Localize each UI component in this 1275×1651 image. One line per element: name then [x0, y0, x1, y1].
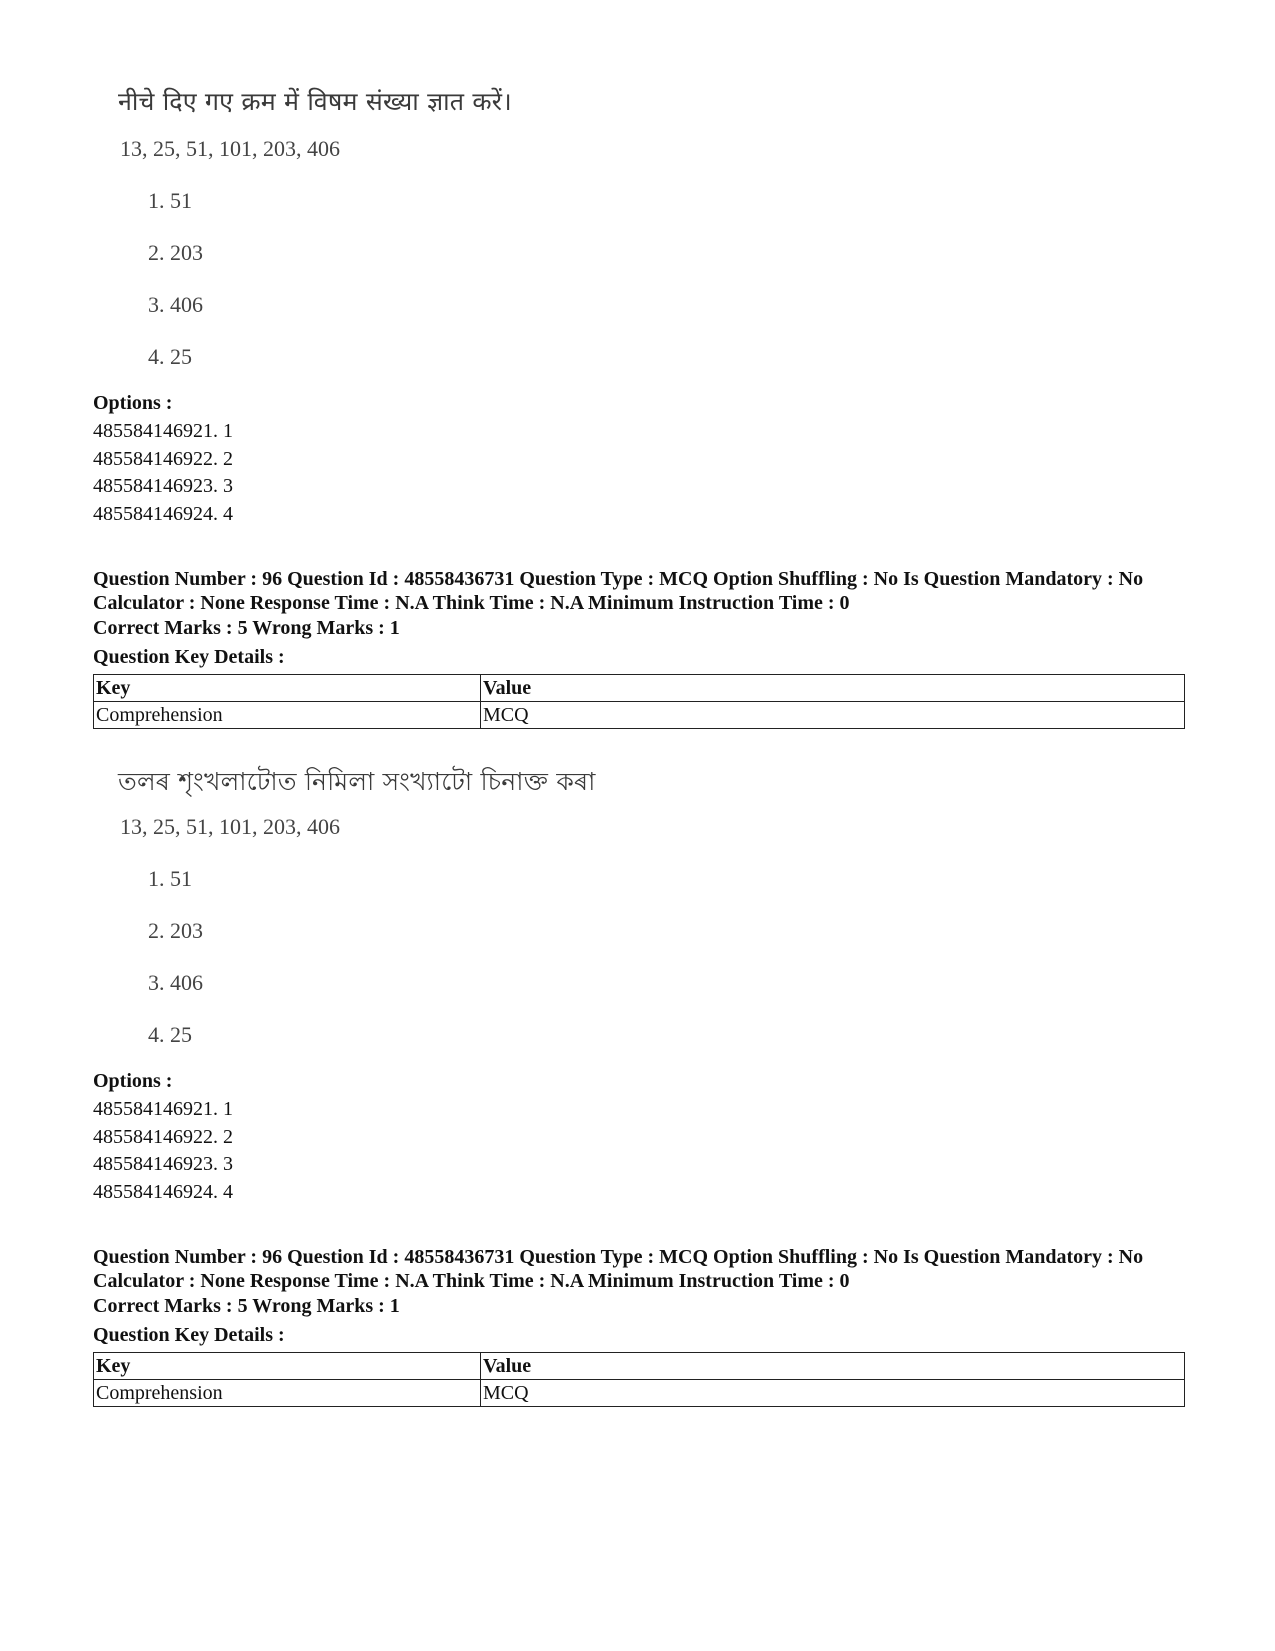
option-id-line: 485584146923. 3: [93, 475, 233, 497]
table-header-row: [94, 1353, 1185, 1380]
choice-3: 3. 406: [148, 292, 203, 317]
key-details-table: [93, 674, 1185, 729]
table-cell-key: Comprehension: [94, 1380, 481, 1407]
question-text-assamese: তলৰ শৃংখলাটোত নিমিলা সংখ্যাটো চিনাক্ত কৰা: [118, 767, 596, 796]
table-header-key: Key: [94, 1353, 481, 1380]
table-cell-key: Comprehension: [94, 702, 481, 729]
choice-2: 2. 203: [148, 240, 203, 265]
number-sequence: 13, 25, 51, 101, 203, 406: [120, 814, 340, 839]
choice-1: 1. 51: [148, 866, 192, 891]
table-header-key: Key: [94, 675, 481, 702]
number-sequence: 13, 25, 51, 101, 203, 406: [120, 136, 340, 161]
question-meta-header: Question Number : 96 Question Id : 48558436731 Question Type : MCQ Option Shuffling : No Is Question Mandatory : No Calculator : None Response Time : N.A Think Time : N.A Minimum Instruction Time : 0: [93, 1246, 1144, 1292]
option-id-line: 485584146922. 2: [93, 1126, 233, 1148]
marks-line: Correct Marks : 5 Wrong Marks : 1: [93, 1295, 400, 1317]
table-header-row: [94, 675, 1185, 702]
table-header-value: Value: [481, 1353, 1185, 1380]
question-text-hindi: नीचे दिए गए क्रम में विषम संख्या ज्ञात करें।: [118, 87, 512, 116]
choice-2: 2. 203: [148, 918, 203, 943]
option-id-line: 485584146922. 2: [93, 448, 233, 470]
options-label: Options :: [93, 392, 173, 414]
option-id-line: 485584146923. 3: [93, 1153, 233, 1175]
marks-line: Correct Marks : 5 Wrong Marks : 1: [93, 617, 400, 639]
options-label: Options :: [93, 1070, 173, 1092]
key-details-label: Question Key Details :: [93, 646, 285, 668]
option-id-line: 485584146924. 4: [93, 1181, 233, 1203]
table-row: [94, 702, 1185, 729]
question-meta-header: Question Number : 96 Question Id : 48558436731 Question Type : MCQ Option Shuffling : No Is Question Mandatory : No Calculator : None Response Time : N.A Think Time : N.A Minimum Instruction Time : 0: [93, 568, 1144, 614]
choice-3: 3. 406: [148, 970, 203, 995]
choice-1: 1. 51: [148, 188, 192, 213]
key-details-label: Question Key Details :: [93, 1324, 285, 1346]
table-row: [94, 1380, 1185, 1407]
key-details-table: [93, 1352, 1185, 1407]
choice-4: 4. 25: [148, 1022, 192, 1047]
option-id-line: 485584146921. 1: [93, 420, 233, 442]
choice-4: 4. 25: [148, 344, 192, 369]
table-header-value: Value: [481, 675, 1185, 702]
option-id-line: 485584146924. 4: [93, 503, 233, 525]
table-cell-value: MCQ: [481, 702, 1185, 729]
table-cell-value: MCQ: [481, 1380, 1185, 1407]
option-id-line: 485584146921. 1: [93, 1098, 233, 1120]
